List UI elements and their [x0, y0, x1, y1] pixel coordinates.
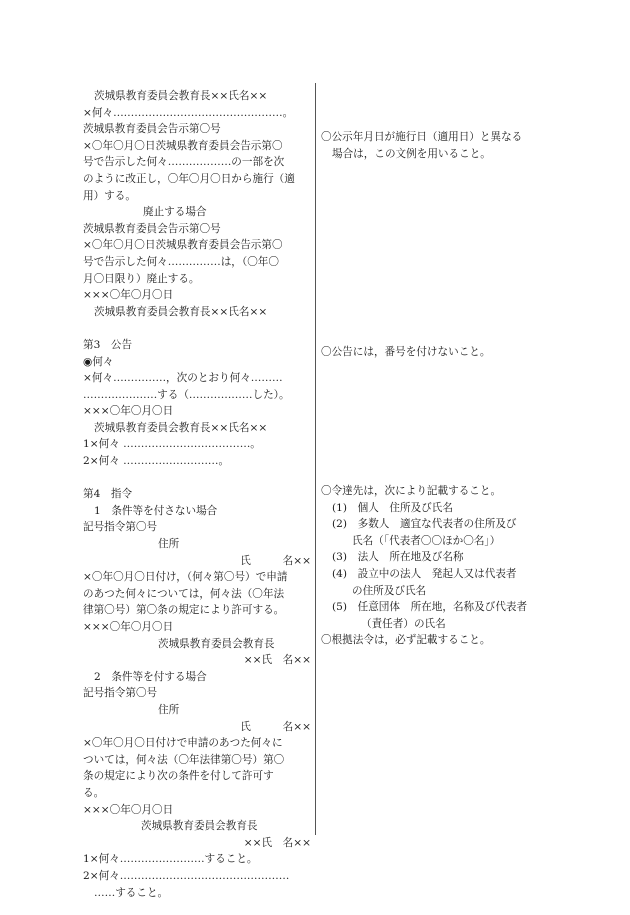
note-line: 場合は，この文例を用いること。 — [332, 147, 491, 160]
text-line: ××氏 名×× — [243, 836, 311, 849]
text-line: 氏 名×× — [240, 720, 311, 733]
note-item: (2) 多数人 適宜な代表者の住所及び — [332, 518, 517, 531]
note-item: の住所及び氏名 — [352, 584, 427, 597]
text-line: 茨城県教育委員会教育長××氏名×× — [94, 305, 268, 318]
text-line: ◉何々 — [83, 355, 114, 368]
text-line: ×××〇年〇月〇日 — [83, 621, 174, 633]
text-line: ×××〇年〇月〇日 — [83, 289, 174, 302]
note-line: 〇公示年月日が施行日（適用日）と異なる — [321, 131, 523, 143]
text-line: ついては，何々法（〇年法律第〇号）第〇 — [83, 753, 285, 766]
text-line: 氏 名×× — [240, 554, 311, 567]
note-line: 〇根拠法令は，必ず記載すること。 — [321, 634, 491, 647]
note-block-2 — [321, 344, 553, 361]
sub-heading: 廃止する場合 — [143, 206, 207, 219]
note-item: (5) 任意団体 所在地，名称及び代表者 — [332, 601, 528, 614]
note-item: (4) 設立中の法人 発起人又は代表者 — [332, 567, 517, 580]
text-line: 記号指令第〇号 — [83, 521, 158, 534]
text-line: のあつた何々については，何々法（〇年法 — [83, 587, 285, 600]
text-line: 茨城県教育委員会教育長××氏名×× — [94, 90, 268, 102]
note-item: (3) 法人 所在地及び名称 — [332, 551, 464, 564]
note-item: 氏名（「代表者〇〇ほか〇名」） — [352, 534, 501, 547]
text-line: 律第〇号）第〇条の規定により許可する。 — [83, 604, 285, 617]
text-line: 茨城県教育委員会教育長 — [158, 637, 275, 650]
note-line: 〇令達先は，次により記載すること。 — [321, 485, 502, 497]
text-line: 住所 — [158, 703, 180, 716]
text-line: ×〇年〇月〇日付け，（何々第〇号）で申請 — [83, 571, 288, 584]
text-line: 号で告示した何々………………の一部を次 — [83, 156, 285, 169]
note-block-1 — [321, 129, 553, 162]
text-line: 1×何々……………………すること。 — [83, 853, 258, 866]
text-line: ×〇年〇月〇日茨城県教育委員会告示第〇 — [83, 239, 283, 252]
text-line: 茨城県教育委員会教育長 — [141, 820, 258, 833]
text-line: る。 — [83, 786, 105, 799]
sub-heading: 1 条件等を付さない場合 — [94, 504, 218, 517]
column-divider — [315, 83, 316, 835]
text-line: …………………する（………………した）。 — [83, 388, 290, 401]
text-line: 月〇日限り）廃止する。 — [83, 272, 200, 285]
text-line: ×××〇年〇月〇日 — [83, 405, 174, 418]
text-line: ××氏 名×× — [243, 654, 311, 667]
note-item: （責任者）の氏名 — [361, 617, 446, 630]
text-line: 用）する。 — [83, 189, 136, 202]
text-line: 条の規定により次の条件を付して許可す — [83, 770, 274, 783]
text-line: 茨城県教育委員会告示第〇号 — [83, 123, 221, 136]
note-block-3 — [321, 483, 553, 649]
text-line: 記号指令第〇号 — [83, 687, 158, 700]
text-line: ×何々……………，次のとおり何々……… — [83, 372, 283, 385]
text-line: 2×何々………………………………………… — [83, 869, 290, 882]
text-line: ×何々…………………………………………。 — [83, 106, 294, 119]
text-line: 号で告示した何々……………は，（〇年〇 — [83, 255, 279, 268]
section-heading: 第4 指令 — [83, 488, 133, 501]
text-line: 茨城県教育委員会告示第〇号 — [83, 222, 221, 235]
text-line: ×〇年〇月〇日付けで申請のあつた何々に — [83, 737, 283, 750]
note-item: (1) 個人 住所及び氏名 — [332, 501, 453, 514]
text-line: 1×何々 ………………………………。 — [83, 438, 261, 451]
left-column — [83, 88, 311, 901]
text-line: ×××〇年〇月〇日 — [83, 803, 174, 816]
text-line: ……すること。 — [94, 886, 169, 899]
text-line: 住所 — [158, 538, 180, 551]
text-line: 茨城県教育委員会教育長××氏名×× — [94, 421, 268, 434]
note-line: 〇公告には，番号を付けないこと。 — [321, 346, 491, 358]
text-line: 2×何々 ………………………。 — [83, 455, 230, 468]
sub-heading: 2 条件等を付する場合 — [94, 670, 207, 683]
text-line: のように改正し，〇年〇月〇日から施行（適 — [83, 172, 295, 185]
text-line: ×〇年〇月〇日茨城県教育委員会告示第〇 — [83, 139, 283, 152]
section-heading: 第3 公告 — [83, 338, 133, 351]
